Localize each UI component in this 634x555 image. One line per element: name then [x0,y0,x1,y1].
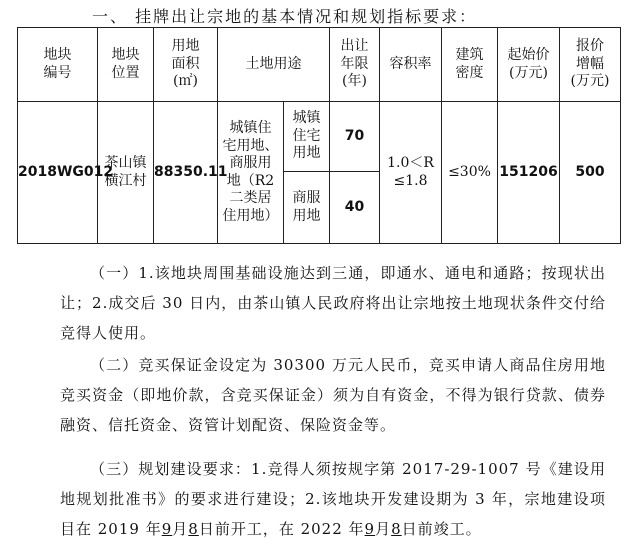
header-parcel-no: 地块 编号 [18,28,98,102]
header-start-price: 起始价 (万元) [498,28,560,102]
cell-use1-term: 70 [330,102,380,172]
cell-increment: 500 [560,102,621,244]
paragraph-deposit: （二）竞买保证金设定为 30300 万元人民币，竞买申请人商品住房用地竞买资金（即地价款，含竞买保证金）须为自有资金，不得为银行贷款、债券融资、信托资金、资管计划配资、保险资金等。 [60,356,606,434]
header-far: 容积率 [380,28,442,102]
header-land-use: 土地用途 [218,28,330,102]
cell-parcel-no: 2018WG012 [18,102,98,244]
start-month: 9 [161,520,173,538]
cell-land-use-main: 城镇住 宅用地、 商服用 地（R2 二类居 住用地） [218,102,284,244]
paragraph-planning: （三）规划建设要求：1.竞得人须按规字第 2017-29-1007 号《建设用地规划批准书》的要求进行建设；2.该地块开发建设期为 3 年，宗地建设项目在 2019 年9月8日前开工，在 2022 年9月8日前竣工。 [60,460,606,538]
header-location: 地块 位置 [98,28,154,102]
cell-location: 茶山镇 横江村 [98,102,154,244]
finish-day: 8 [391,520,402,538]
header-increment: 报价 增幅 (万元) [560,28,621,102]
header-area: 用地 面积 (㎡) [154,28,218,102]
cell-density: ≤30% [442,102,498,244]
land-parcel-table [17,27,621,244]
start-day: 8 [188,520,199,538]
cell-area: 88350.11 [154,102,218,244]
cell-use2-term: 40 [330,172,380,244]
header-term: 出让 年限 (年) [330,28,380,102]
cell-far: 1.0＜R ≤1.8 [380,102,442,244]
finish-month: 9 [364,520,376,538]
cell-use2-name: 商服 用地 [284,172,330,244]
header-density: 建筑 密度 [442,28,498,102]
paragraph-infrastructure: （一）1.该地块周围基础设施达到三通，即通水、通电和通路；按现状出让；2.成交后 30 日内，由茶山镇人民政府将出让宗地按土地现状条件交付给竞得人使用。 [60,264,606,342]
cell-use1-name: 城镇 住宅 用地 [284,102,330,172]
cell-start-price: 151206 [498,102,560,244]
section-heading: 一、 挂牌出让宗地的基本情况和规划指标要求： [92,7,478,26]
